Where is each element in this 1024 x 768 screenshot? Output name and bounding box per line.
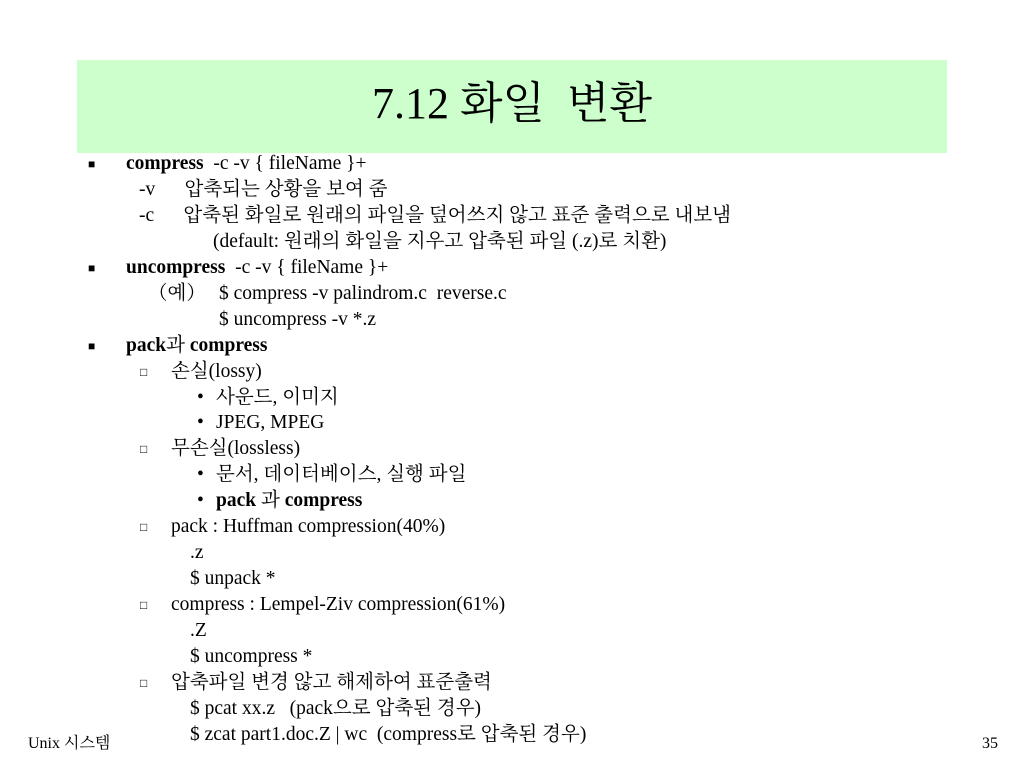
zcat-command: $ zcat part1.doc.Z | wc (compress로 압축된 경우) — [190, 724, 587, 745]
pack-extension: .z — [190, 542, 204, 563]
footer-course-title: Unix 시스템 — [28, 735, 111, 752]
hollow-bullet: □ — [140, 365, 148, 379]
compress-args: -c -v { fileName }+ — [203, 153, 367, 174]
lossy-item: 사운드, 이미지 — [216, 387, 339, 408]
uncompress-command-line — [126, 256, 388, 280]
compress-default-note: (default: 원래의 화일을 지우고 압축된 파일 (.z)로 치환) — [213, 231, 667, 252]
pack-compress-heading — [126, 334, 267, 358]
compress-description: compress : Lempel-Ziv compression(61%) — [171, 594, 506, 615]
example-uncompress: $ uncompress -v *.z — [219, 309, 377, 330]
compress-option-c: -c 압축된 화일로 원래의 파일을 덮어쓰지 않고 표준 출력으로 내보냄 — [139, 205, 731, 226]
view-compressed-heading: 압축파일 변경 않고 해제하여 표준출력 — [171, 672, 492, 693]
unpack-command: $ unpack * — [190, 568, 276, 589]
title-bar — [77, 60, 947, 153]
lossless-heading: 무손실(lossless) — [171, 438, 301, 459]
example-label: （예） — [148, 283, 206, 304]
pack-word: pack — [216, 490, 257, 511]
uncompress-all-command: $ uncompress * — [190, 646, 313, 667]
hollow-bullet: □ — [140, 520, 148, 534]
slide-title: 7.12 화일 변환 — [371, 79, 652, 128]
dot-bullet: • — [197, 387, 204, 408]
and-word: 과 — [256, 490, 285, 511]
dot-bullet: • — [197, 464, 204, 485]
page-number: 35 — [982, 735, 998, 752]
hollow-bullet: □ — [140, 598, 148, 612]
square-bullet: ■ — [88, 157, 96, 171]
lossless-item — [216, 489, 362, 513]
dot-bullet: • — [197, 490, 204, 511]
hollow-bullet: □ — [140, 676, 148, 690]
square-bullet: ■ — [88, 261, 96, 275]
dot-bullet: • — [197, 412, 204, 433]
compress-word: compress — [284, 490, 363, 511]
pcat-command: $ pcat xx.z (pack으로 압축된 경우) — [190, 698, 482, 719]
and-word: 과 — [166, 335, 190, 356]
lossless-item: 문서, 데이터베이스, 실행 파일 — [216, 464, 467, 485]
compress-word: compress — [189, 335, 268, 356]
lossy-heading: 손실(lossy) — [171, 361, 262, 382]
uncompress-command: uncompress — [126, 257, 226, 278]
compress-command-line — [126, 152, 367, 176]
hollow-bullet: □ — [140, 442, 148, 456]
compress-extension: .Z — [190, 620, 207, 641]
uncompress-args: -c -v { fileName }+ — [225, 257, 389, 278]
compress-command: compress — [126, 153, 204, 174]
compress-option-v: -v 압축되는 상황을 보여 줌 — [139, 179, 388, 200]
pack-word: pack — [126, 335, 167, 356]
square-bullet: ■ — [88, 339, 96, 353]
lossy-item: JPEG, MPEG — [216, 412, 325, 433]
pack-description: pack : Huffman compression(40%) — [171, 516, 446, 537]
example-compress: $ compress -v palindrom.c reverse.c — [219, 283, 507, 304]
